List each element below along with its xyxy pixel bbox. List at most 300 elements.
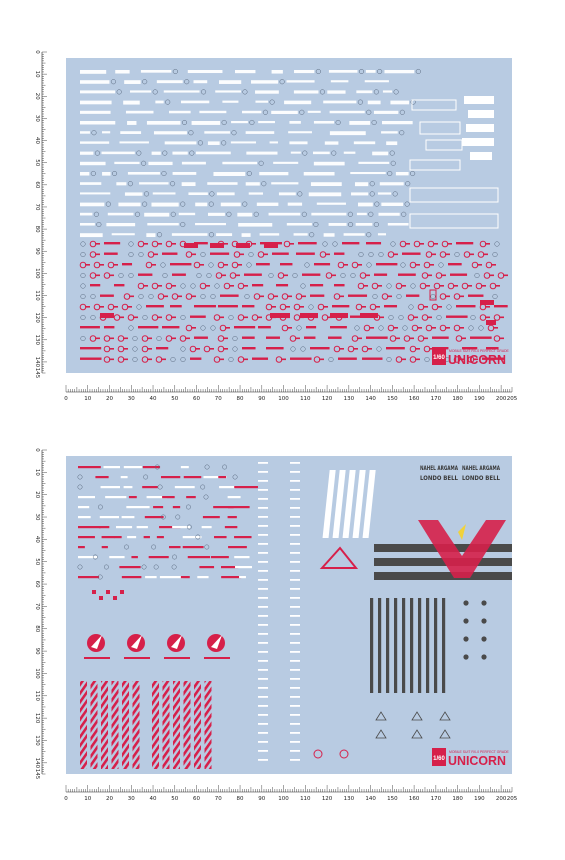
red-dash-decal [171,338,176,340]
red-dash-decal [127,306,132,308]
ruler-left-label: 120 [34,712,40,724]
hazard-stripe-decal [133,681,140,769]
red-strip-decal [314,263,330,265]
white-decal-strip [127,121,136,125]
white-decal-strip [366,70,376,73]
ruler-bottom-label: 180 [452,396,463,402]
red-strip-decal [228,546,247,548]
red-strip-decal [214,536,227,538]
gray-dot-decal [463,654,468,659]
white-decal-strip [273,162,298,164]
ruler-left-label: 60 [34,181,40,189]
red-dash-decal [431,254,436,256]
white-vertical-decal [258,705,268,707]
red-dash-decal [413,317,418,319]
red-strip-decal [146,305,164,307]
ruler-bottom-label: 80 [236,396,244,402]
white-decal-block [468,110,494,118]
red-strip-decal [221,576,241,578]
printed-text-londo-bell-1: LONDO BELL [420,475,459,482]
white-decal-strip [327,90,345,93]
red-dash-decal [109,338,114,340]
ruler-bottom-label: 90 [258,396,266,402]
white-vertical-decal [290,552,300,554]
ruler-bottom-label: 0 [64,396,68,402]
ruler-bottom-label: 40 [149,796,157,802]
red-dash-decal [483,254,488,256]
white-decal-strip [173,172,197,175]
white-decal-strip [354,141,375,144]
red-dash-decal [271,306,276,308]
ruler-bottom-label: 90 [258,796,266,802]
red-dash-decal [143,285,148,287]
red-dash-decal [259,296,264,298]
red-strip-decal [162,326,179,328]
red-dash-decal [123,348,128,350]
red-dash-decal [113,306,118,308]
red-dash-decal [287,296,292,298]
white-decal-strip [269,213,301,216]
red-bar-decal [486,320,496,325]
gray-vertical-decal [442,598,445,693]
red-strip-decal [104,253,118,255]
red-strip-decal [228,506,250,508]
red-strip-decal [157,536,164,538]
white-decal-strip [231,121,248,123]
red-strip-decal [334,253,344,255]
red-dash-decal [367,348,372,350]
ruler-bottom-label: 110 [300,396,311,402]
ruler-bottom-label: 205 [506,396,518,402]
ruler-bottom-label: 150 [387,396,398,402]
white-decal-strip [125,192,143,195]
white-decal-strip [199,111,226,113]
red-dash-decal [95,338,100,340]
white-decal-strip [151,203,178,207]
white-decal-strip [242,111,261,113]
white-decal-strip [128,172,160,175]
white-vertical-decal [258,597,268,599]
red-dash-decal [361,306,366,308]
white-decal-strip [344,233,365,236]
red-dash-decal [357,264,362,266]
white-vertical-decal [258,462,268,464]
white-decal-strip [102,172,110,176]
white-decal-strip [208,141,220,145]
hazard-stripe-decal [205,681,212,769]
red-strip-decal [366,242,381,244]
red-dash-decal [433,243,438,245]
white-decal-strip [207,182,237,185]
ruler-left-label: 140 [34,356,40,368]
white-decal-strip [386,141,397,145]
white-vertical-decal [290,579,300,581]
red-dash-decal [281,359,286,361]
white-decal-strip [249,192,263,194]
white-decal-strip [344,152,356,154]
white-vertical-decal [258,723,268,725]
red-strip-decal [188,556,210,558]
white-decal-strip [80,213,92,216]
white-decal-strip [246,152,277,155]
white-strip-decal [78,496,95,498]
ruler-bottom-label: 60 [193,796,201,802]
ruler-left-label: 100 [34,668,40,679]
logo-subtitle: MOBILE SUIT RX-0 PERFECT GRADE [449,750,509,754]
white-decal-strip [288,203,302,206]
ruler-left-label: 30 [34,513,40,521]
red-dash-decal [95,275,100,277]
white-strip-decal [121,476,128,478]
gray-dot-decal [481,618,486,623]
red-strip-decal [376,263,397,265]
white-decal-strip [80,223,95,226]
white-decal-strip [219,80,241,84]
white-decal-strip [188,70,223,73]
white-decal-strip [231,141,256,143]
white-decal-strip [165,141,197,144]
white-decal-strip [80,80,109,84]
white-decal-strip [80,182,101,185]
red-strip-decal [164,657,190,659]
white-strip-decal [101,486,120,488]
red-dash-decal [123,359,128,361]
red-dash-decal [461,338,466,340]
red-strip-decal [173,506,180,508]
white-strip-decal [78,506,89,508]
ruler-bottom-label: 170 [430,396,442,402]
red-strip-decal [244,274,262,276]
ruler-bottom-label: 50 [171,796,179,802]
red-dash-decal [353,348,358,350]
ruler-bottom-label: 10 [84,796,92,802]
red-dash-decal [393,327,398,329]
red-strip-decal [362,358,382,360]
red-dash-decal [143,243,148,245]
red-strip-decal [169,546,181,548]
red-bar-decal [330,313,348,318]
gray-vertical-decal [426,598,429,693]
white-decal-strip [80,101,112,105]
logo-monogram: 1/60 [433,756,445,762]
red-dash-decal [133,317,138,319]
red-dash-decal [377,285,382,287]
white-decal-strip [357,213,367,215]
white-strip-decal [137,526,148,528]
ruler-left-label: 10 [34,70,40,78]
ruler-left-label: 130 [34,735,40,746]
logo-subtitle: MOBILE SUIT RX-0 PERFECT GRADE [449,349,509,353]
white-decal-strip [381,131,398,133]
gray-vertical-decal [434,598,437,693]
red-dash-decal [409,338,414,340]
white-decal-strip [80,131,90,133]
red-strip-decal [170,263,191,265]
white-decal-strip [294,233,308,235]
red-strip-decal [78,536,95,538]
hazard-stripe-decal [163,681,170,769]
red-dash-decal [427,317,432,319]
red-strip-decal [220,295,239,297]
white-vertical-decal [290,633,300,635]
gray-vertical-decal [410,598,413,693]
red-strip-decal [114,284,124,286]
red-dash-decal [157,285,162,287]
ruler-left-label: 0 [34,50,40,54]
white-decal-strip [222,101,238,103]
red-dash-decal [469,254,474,256]
red-strip-decal [242,347,256,349]
red-strip-decal [456,242,473,244]
white-vertical-decal [258,651,268,653]
brand-logo [432,748,510,768]
ruler-bottom-label: 190 [474,396,485,402]
ruler-left [34,50,47,378]
ruler-left-label: 110 [34,690,40,702]
ruler-bottom-label: 50 [171,396,179,402]
red-dash-decal [393,254,398,256]
red-dash-decal [239,254,244,256]
white-vertical-decal [258,561,268,563]
red-dash-decal [325,254,330,256]
red-strip-decal [234,536,251,538]
red-strip-decal [78,576,99,578]
white-decal-strip [356,90,372,93]
white-vertical-decal [258,489,268,491]
red-dash-decal [401,359,406,361]
white-decal-strip [294,90,319,93]
red-strip-decal [332,305,349,307]
white-strip-decal [228,496,241,498]
red-dash-decal [405,243,410,245]
red-strip-decal [194,337,208,339]
red-bar-decal [236,243,250,248]
red-strip-decal [90,284,100,286]
red-strip-decal [328,337,342,339]
red-dash-decal [147,348,152,350]
white-decal-strip [356,223,373,226]
red-strip-decal [456,305,475,307]
white-vertical-decal [258,525,268,527]
white-vertical-decal [258,534,268,536]
white-vertical-decal [258,543,268,545]
red-dash-decal [447,243,452,245]
white-strip-decal [122,516,135,518]
red-dash-decal [251,243,256,245]
red-dash-decal [417,327,422,329]
white-vertical-decal [290,741,300,743]
white-decal-strip [235,70,255,73]
white-decal-strip [383,90,392,92]
red-dash-decal [157,317,162,319]
ruler-left-label: 90 [34,647,40,655]
white-decal-strip [182,162,206,165]
red-dash-decal [495,285,500,287]
red-dash-decal [323,306,328,308]
white-decal-strip [115,70,129,74]
red-strip-decal [296,253,315,255]
white-vertical-decal [290,723,300,725]
red-dash-decal [85,264,90,266]
red-dash-decal [431,327,436,329]
red-dash-decal [419,243,424,245]
red-dash-decal [453,285,458,287]
white-decal-strip [80,90,115,93]
white-decal-strip [80,162,106,165]
white-decal-strip [179,213,195,215]
white-decal-strip [146,233,155,237]
ruler-bottom-label: 10 [84,396,92,402]
ruler-bottom-label: 110 [300,796,311,802]
white-decal-strip [157,80,183,83]
white-decal-block [464,96,494,104]
white-decal-strip [222,162,257,164]
white-decal-strip [237,213,252,217]
red-square-decal [92,590,96,594]
white-vertical-decal [258,516,268,518]
red-strip-decal [406,295,419,297]
red-dash-decal [95,243,100,245]
red-strip-decal [104,242,120,244]
white-strip-decal [104,466,120,468]
white-vertical-decal [290,462,300,464]
white-decal-strip [246,131,275,134]
white-decal-strip [172,152,187,155]
red-dash-decal [477,264,482,266]
red-strip-decal [102,536,115,538]
red-dash-decal [113,264,118,266]
brand-logo [432,347,510,367]
white-decal-strip [195,203,207,207]
ruler-bottom-label: 30 [127,796,135,802]
red-square-decal [99,596,103,600]
ruler-left-label: 90 [34,247,40,255]
white-decal-strip [80,192,110,194]
red-dash-decal [379,317,384,319]
white-vertical-decal [258,606,268,608]
ruler-bottom-label: 130 [343,796,355,802]
red-dash-decal [151,264,156,266]
red-strip-decal [290,358,312,360]
white-decal-strip [80,141,109,143]
white-strip-decal [100,516,119,518]
red-dash-decal [177,296,182,298]
white-decal-strip [101,152,134,155]
red-strip-decal [156,347,168,349]
red-dash-decal [157,243,162,245]
red-strip-decal [334,284,345,286]
white-decal-strip [271,111,298,114]
white-decal-strip [217,192,235,195]
white-decal-strip [260,233,280,235]
red-dash-decal [223,338,228,340]
red-dash-decal [395,338,400,340]
white-decal-strip [279,192,296,195]
red-bar-decal [184,243,198,248]
white-vertical-decal [290,516,300,518]
red-strip-decal [161,476,180,478]
red-strip-decal [114,536,122,538]
red-strip-decal [124,657,150,659]
decal-sheet-2-canvas [0,448,565,860]
white-decal-strip [251,80,278,83]
white-decal-strip [257,203,279,206]
gray-bar-decal [374,572,512,580]
red-bar-decal [270,313,290,318]
white-vertical-decal [258,714,268,716]
white-vertical-decal [258,750,268,752]
red-dash-decal [243,285,248,287]
red-strip-decal [122,576,142,578]
red-strip-decal [199,566,214,568]
white-strip-decal [124,466,142,468]
red-strip-decal [153,506,163,508]
white-decal-strip [272,70,283,74]
ruler-left [34,448,47,779]
white-decal-strip [255,90,279,93]
white-vertical-decal [290,696,300,698]
red-strip-decal [330,326,347,328]
white-decal-strip [329,70,358,73]
white-decal-strip [287,223,312,226]
red-strip-decal [310,284,323,286]
red-strip-decal [432,337,449,339]
white-vertical-decal [290,543,300,545]
red-square-decal [106,590,110,594]
red-strip-decal [80,347,101,349]
red-strip-decal [384,305,397,307]
red-strip-decal [186,496,196,498]
red-strip-decal [162,253,177,255]
white-vertical-decal [290,714,300,716]
white-decal-strip [258,121,275,123]
red-dash-decal [129,296,134,298]
white-decal-strip [114,162,139,164]
white-vertical-decal [258,759,268,761]
white-decal-strip [120,131,141,134]
white-decal-strip [80,152,93,155]
red-strip-decal [181,576,190,578]
red-dash-decal [99,306,104,308]
white-decal-strip [106,223,135,226]
red-dash-decal [99,264,104,266]
white-decal-strip [378,233,386,235]
red-dash-decal [191,254,196,256]
white-vertical-decal [290,750,300,752]
white-decal-block [470,152,492,160]
ruler-bottom-label: 100 [278,396,289,402]
red-dash-decal [209,348,214,350]
red-strip-decal [276,284,288,286]
red-dash-decal [467,285,472,287]
red-dash-decal [339,296,344,298]
white-decal-strip [330,111,365,113]
red-strip-decal [252,358,268,360]
white-decal-strip [216,233,232,236]
red-dash-decal [171,317,176,319]
red-strip-decal [194,305,216,307]
gray-vertical-decal [402,598,405,693]
red-dash-decal [387,296,392,298]
white-vertical-decal [290,588,300,590]
ruler-bottom-label: 0 [64,796,68,802]
ruler-bottom-label: 200 [495,396,507,402]
white-decal-strip [350,172,385,174]
white-decal-strip [311,213,346,216]
logo-name: UNICORN [448,352,506,367]
red-dash-decal [427,275,432,277]
white-decal-strip [329,223,347,226]
